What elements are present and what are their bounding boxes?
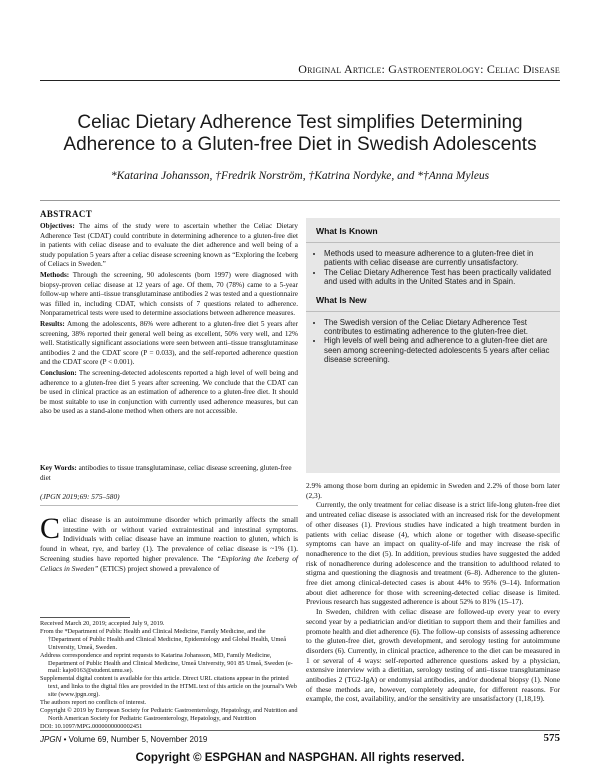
footnote-affiliations: From the *Department of Public Health and Clinical Medicine, Family Medicine, and the †Department of Public Health and Clinical Medicine, Epidemiology and Global Health, Umeå University, Umeå, Sweden.	[40, 627, 286, 651]
journal-issue: • Volume 69, Number 5, November 2019	[63, 735, 208, 744]
keywords	[40, 464, 298, 483]
header-rule	[40, 80, 560, 81]
footnote-received: Received March 20, 2019; accepted July 9, 2019.	[40, 620, 165, 627]
body-paragraph: Currently, the only treatment for celiac disease is a strict life-long gluten-free diet and untreated celiac disease is associated with an increased risk for the development of other diseases (1). Previous studies have indicated a high treatment burden in patients with celiac disease (4), which alone or together with disease-specific symptoms can have an impact on quality-of-life and may increase the risk of nonadherence to the diet (5). In addition, previous studies have suggested the added risk of nonadherence during adolescence and the transition to adulthood related to stigma and questioning the diagnosis and treatment (6–8). Adherence to the gluten-free diet among clinical-detected cases is about 44% to 95% (9–14). Information about diet adherence for those with screening-detected celiac disease is limited. Previous research has suggested adherence is about 52% to 81% (15–17).	[306, 500, 560, 607]
footnotes	[40, 620, 298, 731]
drop-cap: C	[40, 512, 61, 545]
new-heading: What Is New	[316, 294, 367, 305]
citation: (JPGN 2019;69: 575–580)	[40, 492, 120, 501]
abstract-rule	[40, 505, 298, 506]
body-paragraph: In Sweden, children with celiac disease are followed-up every year to every second year by a pediatrician and/or dietitian to support them and their families and promote health and diet adherence (6). The follow-up consists of assessing adherence to the gluten-free diet, growth development, and serology testing for autoimmune disorders (6). Currently, in clinical practice, adherence to the diet can be measured in 1 or several of 4 ways: self-reported adherence questions asked by a physician, extensive interview with a dietitian, serology testing of anti–tissue transglutaminase antibodies 2 (TG2-IgA) or endomysial antibodies, and/or duodenal biopsy (1). None of these methods are, however, completely adequate, for different reasons. For example, the cost, availability, and/or the sensitivity are unsatisfactory (1,18,19).	[306, 607, 560, 704]
objectives-text: The aims of the study were to ascertain whether the Celiac Dietary Adherence Test (CDAT) could contribute in determining adherence to a gluten-free diet in patients with celiac disease and to evaluate the diet adherence and well being of a study population 5 years after a celiac disease screening known as “Exploring the Iceberg of Celiacs in Sweden.”	[40, 222, 298, 269]
footnote-conflicts: The authors report no conflicts of interest.	[40, 699, 147, 707]
footnote-doi: DOI: 10.1097/MPG.0000000000002451	[40, 722, 143, 730]
keywords-label: Key Words:	[40, 464, 77, 472]
author-list: *Katarina Johansson, †Fredrik Norström, †Katrina Nordyke, and *†Anna Myleus	[110, 170, 490, 182]
footnote-supplemental: Supplemental digital content is available for this article. Direct URL citations appear in the printed text, and links to the digital files are provided in the HTML text of this article on the journal’s Web site (www.jpgn.org).	[40, 675, 297, 699]
results-label: Results:	[40, 319, 65, 328]
methods-label: Methods:	[40, 270, 70, 279]
conclusion-label: Conclusion:	[40, 368, 77, 377]
known-divider	[306, 242, 560, 243]
footnote-copyright: Copyright © 2019 by European Society for Pediatric Gastroenterology, Hepatology, and Nutrition and North American Society for Pediatric Gastroenterology, Hepatology, and Nutrition	[40, 706, 298, 722]
title-line-2: Adherence to a Gluten-free Diet in Swedish Adolescents	[63, 134, 537, 155]
known-list	[306, 249, 560, 287]
new-item: • High levels of well being and adherence to a gluten-free diet are seen among screening-detected adolescents 5 years after celiac disease screening.	[324, 336, 552, 364]
results-text: Among the adolescents, 86% were adherent to a gluten-free diet 5 years after screening, 38% reported their general well being as excellent, 50% very well, and 12% well. Statistically significant associations were seen between anti–tissue transglutaminase antibodies 2 and the CDAT score (P = 0.033), and the self-reported adherence question and the CDAT score (P < 0.001).	[40, 319, 298, 367]
title-line-1: Celiac Dietary Adherence Test simplifies Determining	[77, 112, 523, 133]
page-number: 575	[543, 732, 560, 744]
new-item: • The Swedish version of the Celiac Dietary Adherence Test contributes to estimating adherence to the gluten-free diet.	[324, 318, 552, 337]
known-item: • Methods used to measure adherence to a gluten-free diet in patients with celiac disease are currently unsatisfactory.	[324, 249, 552, 268]
footnote-correspondence: Address correspondence and reprint requests to Katarina Johansson, MD, Family Medicine, Department of Public Health and Clinical Medicine, Umeå University, 901 85 Umeå, Sweden (e-mail: kajo0163@student.umu.se).	[40, 651, 293, 675]
new-list	[306, 318, 560, 365]
footnote-rule	[40, 617, 130, 618]
keywords-text: antibodies to tissue transglutaminase, celiac disease screening, gluten-free diet	[40, 464, 292, 482]
abstract-body	[40, 222, 298, 418]
footer-rule	[40, 730, 560, 731]
methods-text: Through the screening, 90 adolescents (born 1997) were diagnosed with biopsy-proven celiac disease at 12 years of age. Of them, 70 (78%) came to a 5-year follow-up where anti–tissue transglutaminase antibodies 2 was tested and a questionnaire was filled in, including CDAT, which consists of 7 questions related to adherence. Nonparametrical tests were used to determine associations between adherence measures.	[40, 270, 298, 318]
conclusion-text: The screening-detected adolescents reported a high level of well being and adherence to a gluten-free diet 5 years after screening. We conclude that the CDAT can be used in clinical practice as an estimation of adherence to a gluten-free diet. It should be most suitable to use in conjunction with currently used adherence measures, but can also be used as a stand-alone method when others are not accessible.	[40, 368, 298, 416]
abstract-results	[40, 320, 298, 368]
right-column-text	[306, 481, 560, 704]
intro-paragraph	[40, 512, 298, 573]
known-item: • The Celiac Dietary Adherence Test has been practically validated and used with adults in the United States and in Spain.	[324, 268, 552, 287]
copyright-notice: Copyright © ESPGHAN and NASPGHAN. All rights reserved.	[135, 752, 465, 764]
article-title	[40, 112, 560, 156]
abstract-conclusion	[40, 369, 298, 417]
body-paragraph: 2.9% among those born during an epidemic in Sweden and 2.2% of those born later (2,3).	[306, 481, 560, 500]
abstract-methods	[40, 271, 298, 319]
abstract-heading: ABSTRACT	[40, 209, 93, 219]
intro-text-b: (ETICS) project showed a prevalence of	[98, 563, 220, 573]
title-rule	[40, 200, 560, 201]
intro-text-italic: “Exploring the Iceberg of Celiacs in Sweden”	[40, 553, 298, 573]
abstract-objectives	[40, 222, 298, 270]
objectives-label: Objectives:	[40, 222, 75, 230]
known-heading: What Is Known	[316, 226, 378, 236]
key-points-box	[306, 218, 560, 473]
journal-name: JPGN	[40, 735, 62, 744]
intro-text-a: eliac disease is an autoimmune disorder which primarily affects the small intestine with or without varied extraintestinal and intestinal symptoms. Individuals with celiac disease have an immune reaction to gluten, which is found in wheat, rye, and barley (1). The prevalence of celiac disease is ~1% (1). Screening studies have reported higher prevalence. The	[40, 515, 298, 563]
new-divider	[306, 311, 560, 312]
section-heading: Original Article: Gastroenterology: Celiac Disease	[298, 62, 560, 76]
journal-info	[40, 735, 207, 744]
